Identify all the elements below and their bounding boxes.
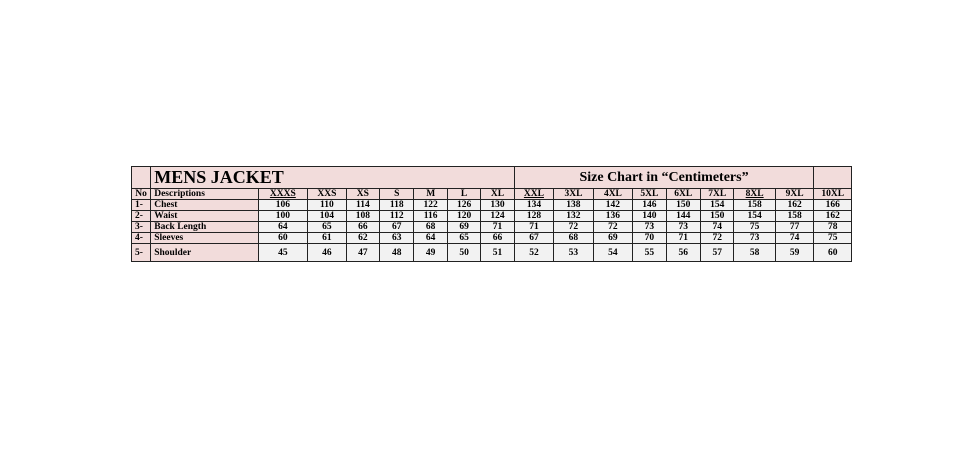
table-row [132, 222, 852, 233]
measurement-cell: 150 [666, 200, 700, 211]
measurement-cell: 52 [514, 244, 553, 262]
measurement-cell: 116 [414, 211, 447, 222]
measurement-cell: 112 [380, 211, 414, 222]
size-header-4xl: 4XL [593, 189, 632, 200]
measurement-cell: 150 [700, 211, 733, 222]
measurement-cell: 118 [380, 200, 414, 211]
row-label: Sleeves [151, 233, 258, 244]
measurement-cell: 69 [447, 222, 480, 233]
row-number: 5- [132, 244, 151, 262]
measurement-cell: 122 [414, 200, 447, 211]
table-title: MENS JACKET [151, 167, 514, 189]
measurement-cell: 65 [308, 222, 346, 233]
measurement-cell: 74 [775, 233, 813, 244]
size-header-xxxs: XXXS [258, 189, 308, 200]
measurement-cell: 73 [666, 222, 700, 233]
measurement-cell: 100 [258, 211, 308, 222]
measurement-cell: 47 [346, 244, 379, 262]
measurement-cell: 46 [308, 244, 346, 262]
measurement-cell: 51 [481, 244, 514, 262]
measurement-cell: 130 [481, 200, 514, 211]
measurement-cell: 75 [734, 222, 776, 233]
size-header-m: M [414, 189, 447, 200]
size-chart-table [131, 166, 852, 262]
measurement-cell: 70 [633, 233, 666, 244]
measurement-cell: 120 [447, 211, 480, 222]
measurement-cell: 128 [514, 211, 553, 222]
size-header-xxl: XXL [514, 189, 553, 200]
size-header-10xl: 10XL [814, 189, 852, 200]
measurement-cell: 140 [633, 211, 666, 222]
table-row [132, 200, 852, 211]
size-header-3xl: 3XL [554, 189, 593, 200]
measurement-cell: 158 [775, 211, 813, 222]
measurement-cell: 68 [554, 233, 593, 244]
measurement-cell: 78 [814, 222, 852, 233]
measurement-cell: 66 [481, 233, 514, 244]
title-row [132, 167, 852, 189]
measurement-cell: 66 [346, 222, 379, 233]
measurement-cell: 60 [258, 233, 308, 244]
size-header-xs: XS [346, 189, 379, 200]
measurement-cell: 68 [414, 222, 447, 233]
measurement-cell: 146 [633, 200, 666, 211]
size-header-5xl: 5XL [633, 189, 666, 200]
measurement-cell: 57 [700, 244, 733, 262]
measurement-cell: 72 [554, 222, 593, 233]
measurement-cell: 126 [447, 200, 480, 211]
measurement-cell: 64 [414, 233, 447, 244]
measurement-cell: 58 [734, 244, 776, 262]
size-header-s: S [380, 189, 414, 200]
no-header: No [132, 189, 151, 200]
measurement-cell: 62 [346, 233, 379, 244]
measurement-cell: 154 [734, 211, 776, 222]
measurement-cell: 73 [633, 222, 666, 233]
measurement-cell: 55 [633, 244, 666, 262]
measurement-cell: 77 [775, 222, 813, 233]
size-header-8xl: 8XL [734, 189, 776, 200]
measurement-cell: 67 [514, 233, 553, 244]
measurement-cell: 158 [734, 200, 776, 211]
measurement-cell: 49 [414, 244, 447, 262]
measurement-cell: 71 [481, 222, 514, 233]
measurement-cell: 136 [593, 211, 632, 222]
measurement-cell: 69 [593, 233, 632, 244]
measurement-cell: 50 [447, 244, 480, 262]
measurement-cell: 54 [593, 244, 632, 262]
corner-cell [132, 167, 151, 189]
row-label: Chest [151, 200, 258, 211]
measurement-cell: 73 [734, 233, 776, 244]
descriptions-header: Descriptions [151, 189, 258, 200]
row-label: Shoulder [151, 244, 258, 262]
measurement-cell: 53 [554, 244, 593, 262]
size-header-l: L [447, 189, 480, 200]
measurement-cell: 63 [380, 233, 414, 244]
measurement-cell: 71 [666, 233, 700, 244]
measurement-cell: 108 [346, 211, 379, 222]
table-subtitle: Size Chart in “Centimeters” [514, 167, 814, 189]
size-header-9xl: 9XL [775, 189, 813, 200]
measurement-cell: 134 [514, 200, 553, 211]
row-number: 4- [132, 233, 151, 244]
row-number: 1- [132, 200, 151, 211]
title-end-cell [814, 167, 852, 189]
measurement-cell: 144 [666, 211, 700, 222]
measurement-cell: 138 [554, 200, 593, 211]
measurement-cell: 104 [308, 211, 346, 222]
measurement-cell: 124 [481, 211, 514, 222]
measurement-cell: 162 [814, 211, 852, 222]
measurement-cell: 67 [380, 222, 414, 233]
measurement-cell: 110 [308, 200, 346, 211]
measurement-cell: 65 [447, 233, 480, 244]
row-number: 3- [132, 222, 151, 233]
measurement-cell: 64 [258, 222, 308, 233]
measurement-cell: 56 [666, 244, 700, 262]
measurement-cell: 132 [554, 211, 593, 222]
row-number: 2- [132, 211, 151, 222]
measurement-cell: 162 [775, 200, 813, 211]
size-header-xl: XL [481, 189, 514, 200]
size-header-xxs: XXS [308, 189, 346, 200]
measurement-cell: 74 [700, 222, 733, 233]
measurement-cell: 106 [258, 200, 308, 211]
size-header-7xl: 7XL [700, 189, 733, 200]
measurement-cell: 71 [514, 222, 553, 233]
measurement-cell: 48 [380, 244, 414, 262]
measurement-cell: 142 [593, 200, 632, 211]
table-row [132, 233, 852, 244]
measurement-cell: 45 [258, 244, 308, 262]
row-label: Waist [151, 211, 258, 222]
measurement-cell: 114 [346, 200, 379, 211]
measurement-cell: 154 [700, 200, 733, 211]
measurement-cell: 75 [814, 233, 852, 244]
measurement-cell: 59 [775, 244, 813, 262]
row-label: Back Length [151, 222, 258, 233]
measurement-cell: 72 [593, 222, 632, 233]
measurement-cell: 72 [700, 233, 733, 244]
measurement-cell: 60 [814, 244, 852, 262]
measurement-cell: 61 [308, 233, 346, 244]
measurement-cell: 166 [814, 200, 852, 211]
size-header-6xl: 6XL [666, 189, 700, 200]
table-row [132, 211, 852, 222]
table-row [132, 244, 852, 262]
header-row [132, 189, 852, 200]
